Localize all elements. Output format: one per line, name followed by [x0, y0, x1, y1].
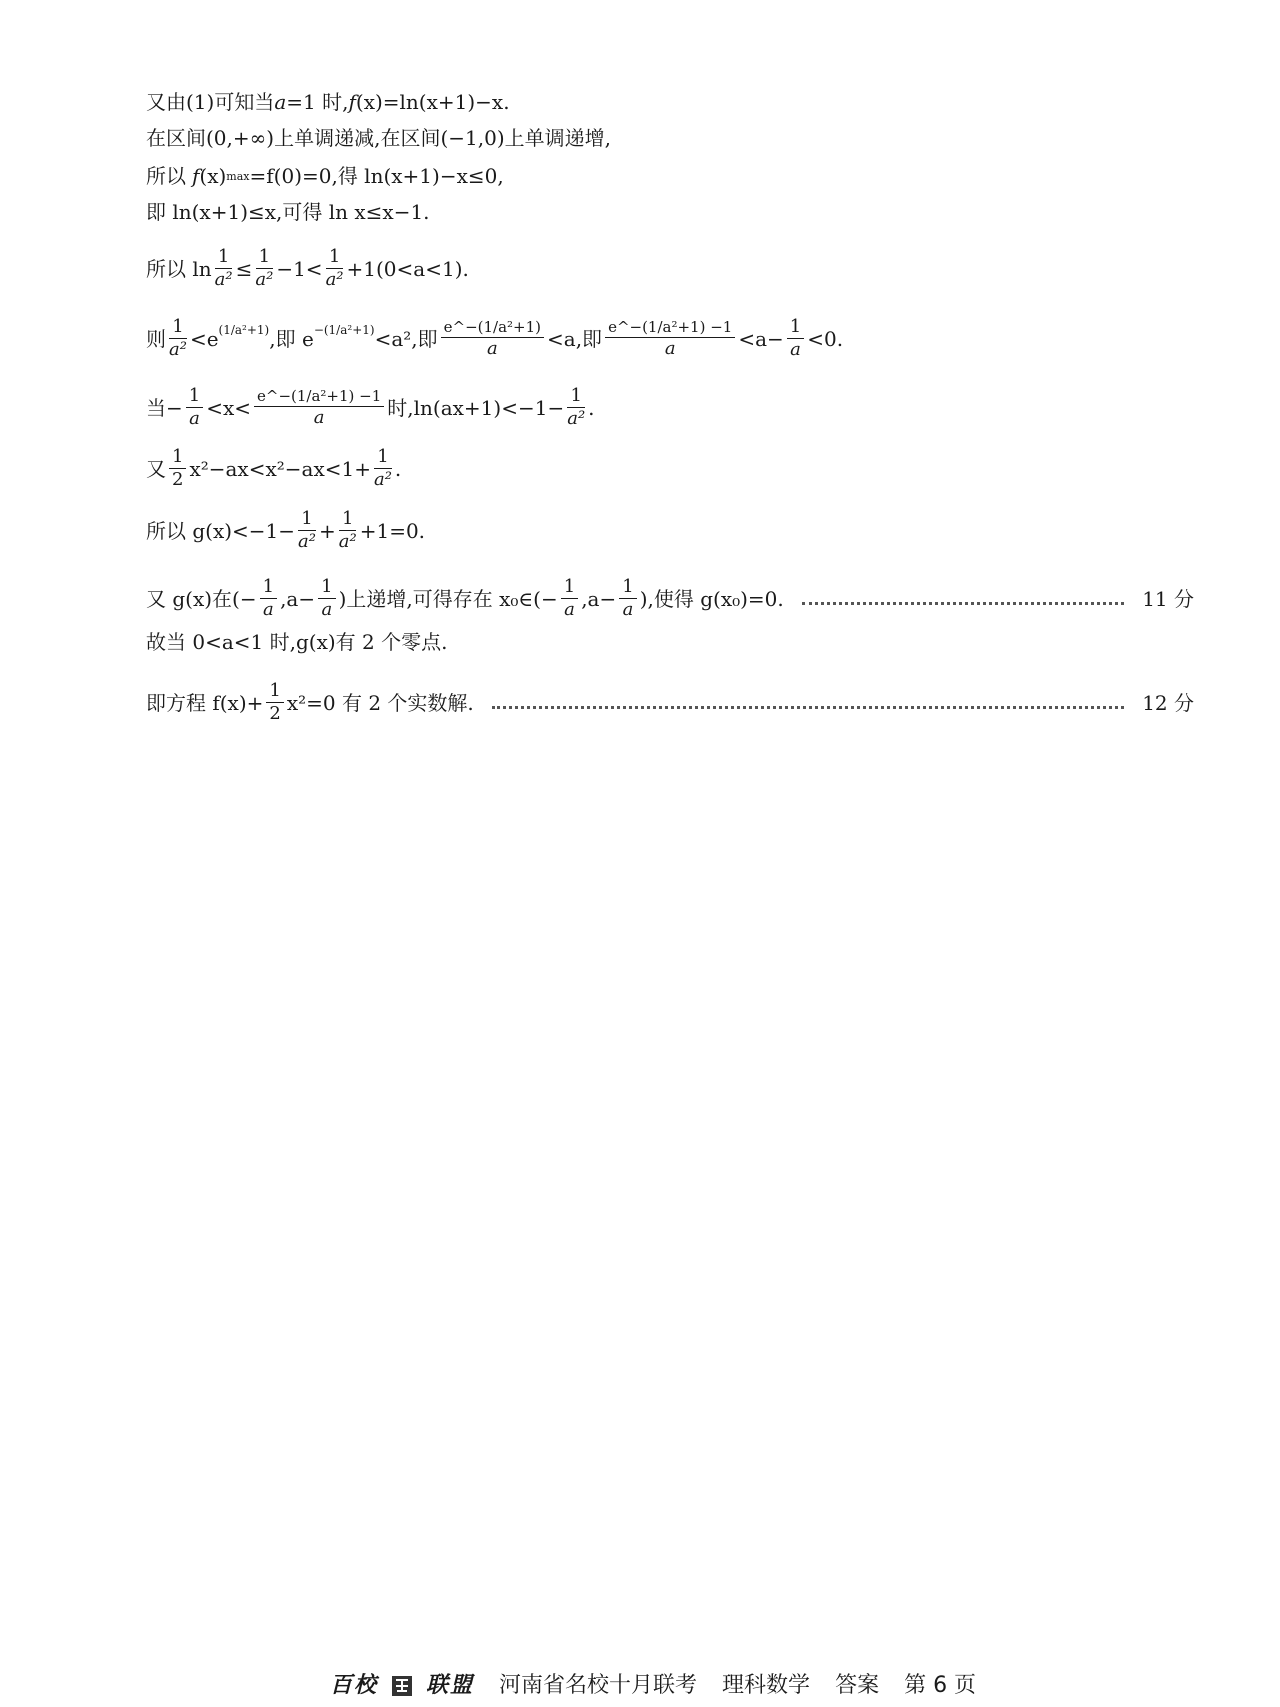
fraction: $\frac{\text{e\textasciicircum{}−(1/a²+1) −1}}{a}$ [605, 320, 735, 358]
text: ,即 e [269, 326, 314, 351]
brand-name-2: 联盟 [426, 1672, 475, 1698]
text: <0. [807, 326, 844, 351]
fraction: $\frac{1}{\text{a²}}$ [567, 385, 586, 429]
text: <x< [206, 395, 252, 420]
text: <a− [738, 326, 784, 351]
text: 当− [146, 395, 183, 420]
text: . [588, 395, 595, 420]
text: 时,ln(ax+1)<−1− [387, 395, 565, 420]
text: + [319, 518, 336, 543]
text: . [394, 456, 402, 481]
text: <a²,即 [374, 326, 438, 351]
text: 即方程 f(x)+ [146, 690, 264, 715]
solution-line-8 [146, 448, 401, 489]
fraction: $\frac{1}{a}$ [186, 387, 203, 428]
solution-line-7 [146, 387, 595, 428]
text: +1(0<a<1). [346, 256, 469, 281]
leader-dots [492, 696, 1124, 709]
fraction: $\frac{1}{2}$ [169, 448, 186, 489]
fraction: $\frac{1}{a}$ [787, 318, 804, 359]
solution-line-10 [146, 578, 1194, 619]
solution-line-2 [146, 128, 611, 148]
fraction: $\frac{1}{\text{a²}}$ [373, 446, 392, 490]
score-label: 11 分 [1142, 586, 1194, 611]
text: <a,即 [547, 326, 603, 351]
text: f [192, 164, 200, 188]
text: 又 g(x)在(− [146, 586, 257, 611]
subject-label: 理科数学 [722, 1673, 811, 1698]
text: ),使得 g(x₀)=0. [639, 586, 784, 611]
fraction: $\frac{1}{\text{a²}}$ [338, 508, 357, 552]
solution-line-4 [146, 202, 430, 222]
text: 所以 ln [146, 256, 212, 281]
solution-line-6 [146, 318, 843, 359]
solution-line-1 [146, 92, 510, 112]
solution-line-11 [146, 632, 447, 652]
superscript: (1/a²+1) [218, 322, 270, 337]
fraction: $\frac{\text{e\textasciicircum{}−(1/a²+1) −1}}{a}$ [254, 389, 384, 427]
exam-title: 河南省名校十月联考 [499, 1673, 698, 1698]
text: <e [189, 326, 219, 351]
text: 故当 0<a<1 时,g(x)有 2 个零点. [146, 630, 448, 654]
text: =1 时, [286, 90, 349, 114]
text: )上递增,可得存在 x₀∈(− [338, 586, 558, 611]
solution-line-5 [146, 248, 469, 289]
text: x²=0 有 2 个实数解. [286, 690, 474, 715]
text: ,a− [581, 586, 617, 611]
page-footer [330, 1668, 976, 1699]
text: −1< [276, 256, 323, 281]
alliance-logo-icon [391, 1675, 413, 1697]
text: ,a− [280, 586, 316, 611]
text: x²−ax<x²−ax<1+ [189, 456, 371, 481]
fraction: $\frac{1}{a}$ [260, 578, 277, 619]
subscript: max [226, 169, 250, 183]
fraction: $\frac{1}{a}$ [561, 578, 578, 619]
page-number: 第 6 页 [904, 1673, 977, 1698]
text: 又 [146, 456, 166, 481]
text: 所以 g(x)<−1− [146, 518, 296, 543]
text: 所以 [146, 164, 186, 188]
text: 又由(1)可知当 [146, 90, 275, 114]
text: a [274, 90, 287, 114]
score-label: 12 分 [1142, 690, 1194, 715]
text: (x)=ln(x+1)−x. [355, 90, 510, 114]
fraction: $\frac{\text{e\textasciicircum{}−(1/a²+1)}}{a}$ [441, 320, 544, 358]
text: f [348, 90, 356, 114]
fraction: $\frac{1}{\text{a²}}$ [169, 316, 187, 360]
solution-line-3 [146, 166, 504, 186]
fraction: $\frac{1}{\text{a²}}$ [298, 508, 316, 552]
document-kind: 答案 [835, 1673, 880, 1698]
superscript: −(1/a²+1) [313, 322, 375, 337]
text: ≤ [235, 256, 253, 281]
text: =f(0)=0,得 ln(x+1)−x≤0, [249, 164, 504, 188]
leader-dots [802, 592, 1124, 605]
fraction: $\frac{1}{2}$ [266, 682, 283, 723]
text: 即 ln(x+1)≤x,可得 ln x≤x−1. [146, 200, 430, 224]
fraction: $\frac{1}{a}$ [318, 578, 335, 619]
fraction: $\frac{1}{a}$ [619, 578, 636, 619]
text: 在区间(0,+∞)上单调递减,在区间(−1,0)上单调递增, [146, 126, 611, 150]
fraction: $\frac{1}{\text{a²}}$ [325, 246, 344, 290]
solution-line-12 [146, 682, 1194, 723]
text: 则 [146, 326, 166, 351]
fraction: $\frac{1}{\text{a²}}$ [255, 246, 274, 290]
fraction: $\frac{1}{\text{a²}}$ [214, 246, 233, 290]
text: +1=0. [359, 518, 426, 543]
text: (x) [199, 164, 227, 188]
solution-line-9 [146, 510, 425, 551]
brand-name: 百校 [330, 1672, 379, 1698]
